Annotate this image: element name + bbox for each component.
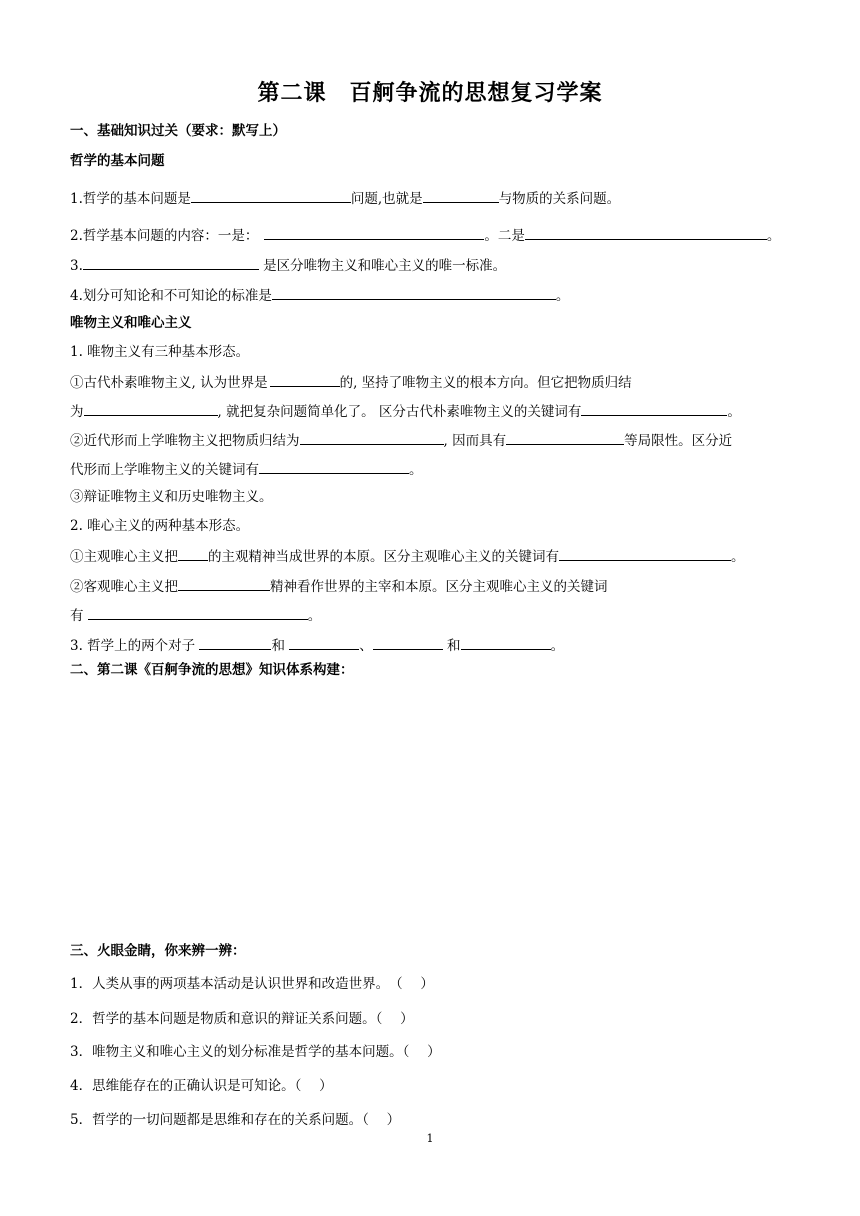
idealism-item-2b-cont: [70, 605, 321, 625]
q2-text-c: 。: [766, 228, 781, 244]
m2a-blank-1[interactable]: [178, 546, 208, 561]
q3-blank-1[interactable]: [83, 255, 259, 270]
judgement-item-3: 3．唯物主义和唯心主义的划分标准是哲学的基本问题。（ ）: [70, 1044, 441, 1060]
idealism-item-2: 2. 唯心主义的两种基本形态。: [70, 518, 250, 534]
judgement-item-1: 1．人类从事的两项基本活动是认识世界和改造世界。 （ ）: [70, 976, 434, 992]
m3-text-c: 、: [359, 638, 373, 654]
question-1: [70, 188, 620, 208]
m1b-text-b: , 因而具有: [443, 433, 507, 449]
m2b2-blank-1[interactable]: [88, 605, 308, 620]
m1a2-blank-1[interactable]: [84, 401, 218, 416]
m1a-blank-1[interactable]: [270, 372, 340, 387]
m1a2-text-c: 。: [727, 404, 741, 420]
m3-text-a: 3. 哲学上的两个对子: [70, 638, 200, 654]
m1a2-text-b: , 就把复杂问题简单化了。 区分古代朴素唯物主义的关键词有: [217, 404, 582, 420]
q1-text-a: 1.哲学的基本问题是: [70, 191, 191, 207]
m3-text-d: 和: [442, 638, 461, 654]
question-2: [70, 225, 780, 245]
idealism-item-2a: [70, 546, 745, 566]
m2a-text-c: 。: [731, 549, 745, 565]
section-1-heading: 一、基础知识过关（要求：默写上）: [70, 123, 286, 139]
materialism-item-1a-cont: [70, 401, 741, 421]
m1b-blank-2[interactable]: [506, 430, 624, 445]
q2-blank-1[interactable]: [264, 225, 484, 240]
materialism-item-1b: [70, 430, 732, 450]
q4-blank-1[interactable]: [272, 285, 556, 300]
page-number: 1: [426, 1132, 434, 1145]
materialism-item-1a: [70, 372, 632, 392]
q3-text-b: 是区分唯物主义和唯心主义的唯一标准。: [258, 258, 507, 274]
m2b2-text-a: 有: [70, 608, 88, 624]
question-3: [70, 255, 506, 275]
q2-text-b: 。二是: [484, 228, 525, 244]
m1b2-blank-1[interactable]: [259, 459, 409, 474]
materialism-item-1: 1. 唯物主义有三种基本形态。: [70, 344, 250, 360]
m3-text-b: 和: [271, 638, 290, 654]
materialism-item-1c: ③辩证唯物主义和历史唯物主义。: [70, 489, 273, 505]
q1-blank-2[interactable]: [423, 188, 499, 203]
q4-text-a: 4.划分可知论和不可知论的标准是: [70, 288, 272, 304]
question-4: [70, 285, 569, 305]
q1-text-c: 与物质的关系问题。: [498, 191, 621, 207]
judgement-item-4: 4．思维能存在的正确认识是可知论。（ ）: [70, 1078, 333, 1094]
m2b-text-b: 精神看作世界的主宰和本原。区分主观唯心主义的关键词: [270, 579, 608, 595]
m3-blank-1[interactable]: [199, 635, 271, 650]
m2b-blank-1[interactable]: [178, 576, 270, 591]
q4-text-b: 。: [555, 288, 570, 304]
subheading-basic-question: 哲学的基本问题: [70, 153, 165, 169]
subheading-materialism: 唯物主义和唯心主义: [70, 315, 192, 331]
m1a2-text-a: 为: [70, 404, 84, 420]
judgement-item-2: 2．哲学的基本问题是物质和意识的辩证关系问题。（ ）: [70, 1011, 414, 1027]
q2-blank-2[interactable]: [525, 225, 767, 240]
materialism-item-1b-cont: [70, 459, 423, 479]
m1b-blank-1[interactable]: [300, 430, 444, 445]
m2a-blank-2[interactable]: [559, 546, 731, 561]
section-3-heading: 三、火眼金睛，你来辨一辨：: [70, 943, 246, 959]
m1a2-blank-2[interactable]: [581, 401, 727, 416]
judgement-item-5: 5．哲学的一切问题都是思维和存在的关系问题。（ ）: [70, 1112, 401, 1128]
m2a-text-a: ①主观唯心主义把: [70, 549, 178, 565]
m1a-text-b: 的, 坚持了唯物主义的根本方向。但它把物质归结: [339, 375, 632, 391]
m2b-text-a: ②客观唯心主义把: [70, 579, 178, 595]
pairs-item-3: [70, 635, 564, 655]
q3-text-a: 3.: [70, 258, 83, 274]
m2a-text-b: 的主观精神当成世界的本原。区分主观唯心主义的关键词有: [208, 549, 559, 565]
m3-blank-4[interactable]: [461, 635, 551, 650]
q1-text-b: 问题,也就是: [350, 191, 423, 207]
m1b2-text-a: 代形而上学唯物主义的关键词有: [70, 462, 259, 478]
section-2-heading: 二、第二课《百舸争流的思想》知识体系构建：: [70, 662, 354, 678]
m3-text-e: 。: [550, 638, 565, 654]
idealism-item-2b: [70, 576, 608, 596]
q1-blank-1[interactable]: [191, 188, 351, 203]
m3-blank-2[interactable]: [289, 635, 359, 650]
q2-text-a: 2.哲学基本问题的内容：一是：: [70, 228, 259, 244]
m1a-text-a: ①古代朴素唯物主义, 认为世界是: [70, 375, 268, 391]
m3-blank-3[interactable]: [373, 635, 443, 650]
m2b2-text-b: 。: [307, 608, 322, 624]
m1b2-text-b: 。: [409, 462, 423, 478]
m1b-text-c: 等局限性。区分近: [624, 433, 733, 449]
m1b-text-a: ②近代形而上学唯物主义把物质归结为: [70, 433, 300, 449]
page-title: 第二课 百舸争流的思想复习学案: [257, 81, 603, 106]
